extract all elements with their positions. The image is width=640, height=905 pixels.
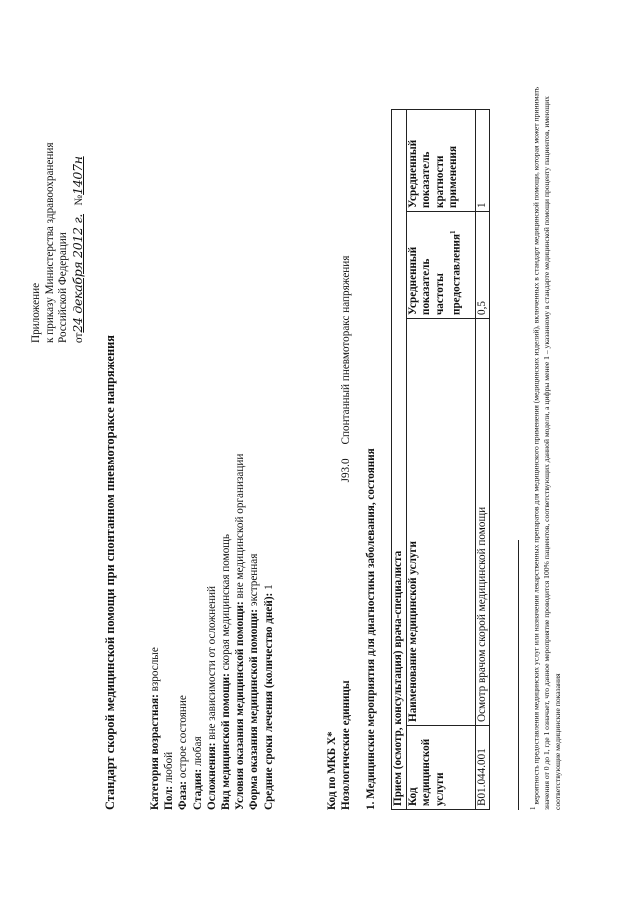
param-age (148, 110, 162, 810)
handwritten-date: 24 декабря 2012 г. (69, 213, 85, 333)
param-complications (205, 110, 219, 810)
header-name: Наименование медицинской услуги (406, 319, 475, 726)
appendix-block (30, 13, 86, 343)
cell-frequency: 0,5 (475, 212, 490, 319)
param-value: скорая медицинская помощь (219, 533, 232, 674)
param-care-type (219, 110, 233, 810)
header-frequency-text: Усредненный показатель частоты предоставления (406, 233, 463, 315)
param-care-conditions (233, 110, 247, 810)
date-prefix: от (72, 332, 85, 343)
param-label: Вид медицинской помощи: (219, 673, 232, 810)
param-label: Стадия: (191, 768, 204, 810)
param-value: любой (163, 751, 176, 786)
table-header-row (406, 110, 475, 810)
table-caption-row (392, 110, 407, 810)
footnote-sup: 1 (529, 806, 537, 810)
mkb-code: J93.0 (340, 458, 353, 483)
appendix-date-line (71, 13, 87, 343)
mkb-label: Код по МКБ X* (326, 731, 338, 810)
param-value: острое состояние (177, 695, 190, 781)
header-frequency (406, 212, 475, 319)
param-sex (162, 110, 176, 810)
appendix-line-3: Российской Федерации (57, 232, 69, 343)
number-prefix: № (72, 194, 85, 206)
nosology-row (339, 110, 353, 810)
mkb-name: Спонтанный пневмоторакс напряжения (340, 255, 353, 445)
header-frequency-sup: 1 (449, 230, 457, 234)
param-stage (191, 110, 205, 810)
table-row (475, 110, 490, 810)
param-value: взрослые (149, 647, 161, 695)
param-value: вне медицинской организации (234, 453, 247, 602)
header-code: Код медицинской услуги (406, 726, 475, 810)
param-label: Фаза: (177, 780, 190, 810)
param-value: экстренная (248, 553, 261, 610)
handwritten-number: 1407н (69, 156, 85, 195)
cell-name: Осмотр врачом скорой медицинской помощи (475, 319, 490, 726)
appendix-line-1: Приложение (30, 282, 42, 343)
footnote-text: вероятность предоставления медицинских услуг или назначения лекарственных препаратов для медицинского применения (медицинских изделий), включенных в стандарт медицинской помощи, которая может принимать значения от 0 до 1, где 1 означает, что данное мероприятие проводится 100% пациентов, соответствующих данной модели, а цифры менее 1 – указанному в стандарте медицинской помощи проценту пациентов, имеющих соответствующие медицинские показания (531, 86, 562, 810)
appendix-line-2: к приказу Министерства здравоохранения (43, 142, 56, 343)
param-label: Пол: (163, 785, 176, 810)
param-label: Средние сроки лечения (количество дней): (262, 592, 275, 810)
param-phase (176, 110, 190, 810)
param-label: Категория возрастная: (149, 694, 161, 810)
footnote (528, 70, 563, 810)
footnote-separator (518, 540, 519, 810)
section-heading-1: 1. Медицинские мероприятия для диагностики заболевания, состояния (365, 448, 377, 810)
param-care-form (247, 110, 261, 810)
param-label: Форма оказания медицинской помощи: (248, 609, 261, 810)
cell-code: B01.044.001 (475, 726, 490, 810)
icd-codes-block (325, 110, 353, 810)
standard-parameters (148, 110, 276, 810)
services-table (391, 109, 490, 810)
param-value: любая (191, 736, 204, 769)
table-caption: Прием (осмотр, консультация) врача-специалиста (392, 110, 407, 810)
document-title: Стандарт скорой медицинской помощи при спонтанном пневмотораксе напряжения (103, 334, 117, 810)
header-multiplicity: Усредненный показатель кратности применения (406, 110, 475, 212)
nosology-label: Нозологические единицы (340, 680, 353, 810)
param-label: Условия оказания медицинской помощи: (234, 601, 247, 810)
cell-multiplicity: 1 (475, 110, 490, 212)
param-value: вне зависимости от осложнений (205, 586, 218, 743)
param-value: 1 (262, 584, 275, 593)
param-duration (262, 110, 276, 810)
param-label: Осложнения: (205, 742, 218, 810)
